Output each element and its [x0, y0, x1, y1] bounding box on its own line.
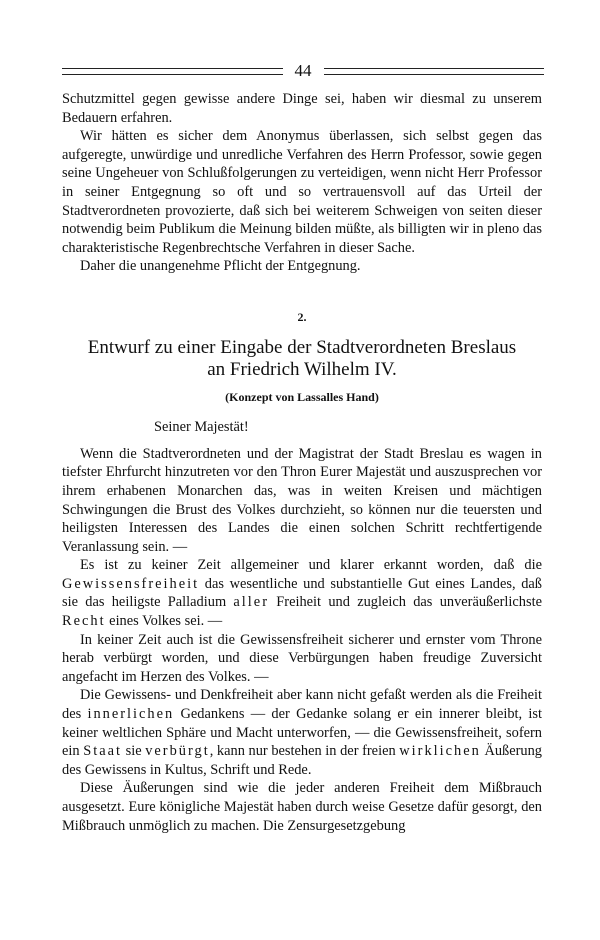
letter-paragraph-5: Diese Äußerungen sind wie die jeder anderen Freiheit dem Mißbrauch ausgesetzt. Eure königliche Majestät haben durch weise Gesetze dafür gesorgt, den Mißbrauch unmöglich zu machen. Die Zensurgesetzgebung — [62, 780, 542, 834]
text-run: Die Gewissens- und Denkfreiheit aber kann nicht gefaßt werden als die Freiheit des — [62, 687, 542, 723]
emphasis-innerlichen: innerlichen — [87, 706, 175, 723]
text-run: eines Volkes sei. — — [105, 613, 223, 630]
header-rule-right — [324, 68, 545, 75]
emphasis-verbuergt: verbürgt — [145, 743, 210, 760]
letter-paragraph-3: In keiner Zeit auch ist die Gewissensfreiheit sicherer und ernster vom Throne herab verbürgt worden, und diese Verbürgungen haben freudige Zuversicht angefacht im Herzen des Volkes. — — [62, 631, 542, 685]
section-subtitle: (Konzept von Lassalles Hand) — [225, 389, 379, 404]
salutation: Seiner Majestät! — [154, 419, 249, 436]
letter-paragraph-2 — [62, 556, 542, 630]
section-title — [62, 337, 542, 381]
emphasis-staat: Staat — [83, 743, 122, 760]
intro-paragraph-3: Daher die unangenehme Pflicht der Entgegnung. — [80, 258, 361, 275]
text-run: Gedankens — der Gedanke solang er ein innerer bleibt, ist keiner weltlichen Sphäre und Macht unterworfen, — die Gewissensfreiheit, sofern ein — [62, 706, 543, 760]
text-run: Freiheit und zugleich das unveräußerlichste — [269, 594, 542, 611]
text-run: das wesentliche und substantielle Gut eines Landes, daß sie das heiligste Palladium — [62, 575, 542, 611]
section-number: 2. — [297, 309, 307, 324]
page-header — [62, 60, 544, 82]
emphasis-aller: aller — [233, 594, 269, 611]
emphasis-recht: Recht — [62, 613, 106, 630]
text-run: sie — [121, 743, 146, 760]
intro-paragraph-2: Wir hätten es sicher dem Anonymus überlassen, sich selbst gegen das aufgeregte, unwürdige und unredliche Verfahren des Herrn Professor, sowie gegen seine Ungeheuer von Schlußfolgerungen zu verteidigen, wenn nicht Herr Professor in seiner Entgegnung so oft und so vertrauensvoll auf das Urteil der Stadtverordneten provozierte, daß sich bei weiterem Schweigen von seiten dieser notwendig beim Publikum die Meinung bilden müßte, als billigten wir in pleno das charakteristische Regenbrechtsche Verfahren in dieser Sache. — [62, 128, 542, 256]
page-body — [62, 90, 542, 835]
text-run: , kann nur bestehen in der freien — [209, 743, 400, 760]
section-title-line-2: an Friedrich Wilhelm IV. — [207, 358, 397, 380]
section-title-line-1: Entwurf zu einer Eingabe der Stadtverordneten Breslaus — [87, 336, 517, 358]
emphasis-wirklichen: wirklichen — [399, 743, 481, 760]
letter-paragraph-4 — [62, 686, 542, 779]
text-run: Es ist zu keiner Zeit allgemeiner und klarer erkannt worden, daß die — [80, 557, 542, 574]
intro-paragraph-1: Schutzmittel gegen gewisse andere Dinge sei, haben wir diesmal zu unserem Bedauern erfahren. — [62, 91, 542, 126]
emphasis-gewissensfreiheit: Gewissensfreiheit — [62, 575, 200, 592]
text-run: Äußerung des Gewissens in Kultus, Schrift und Rede. — [62, 743, 542, 778]
header-rule-left — [62, 68, 283, 75]
page-number: 44 — [294, 61, 312, 80]
letter-paragraph-1: Wenn die Stadtverordneten und der Magistrat der Stadt Breslau es wagen in tiefster Ehrfurcht hinzutreten vor den Thron Eurer Majestät und auszusprechen vor ihrem erhabenen Monarchen das, was in weiten Kreisen und mächtigen Schwingungen die Brust des Volkes durchzieht, so können nur die teuersten und heiligsten Interessen des Landes die einen solchen Schritt rechtfertigende Veranlassung sein. — — [62, 445, 542, 555]
